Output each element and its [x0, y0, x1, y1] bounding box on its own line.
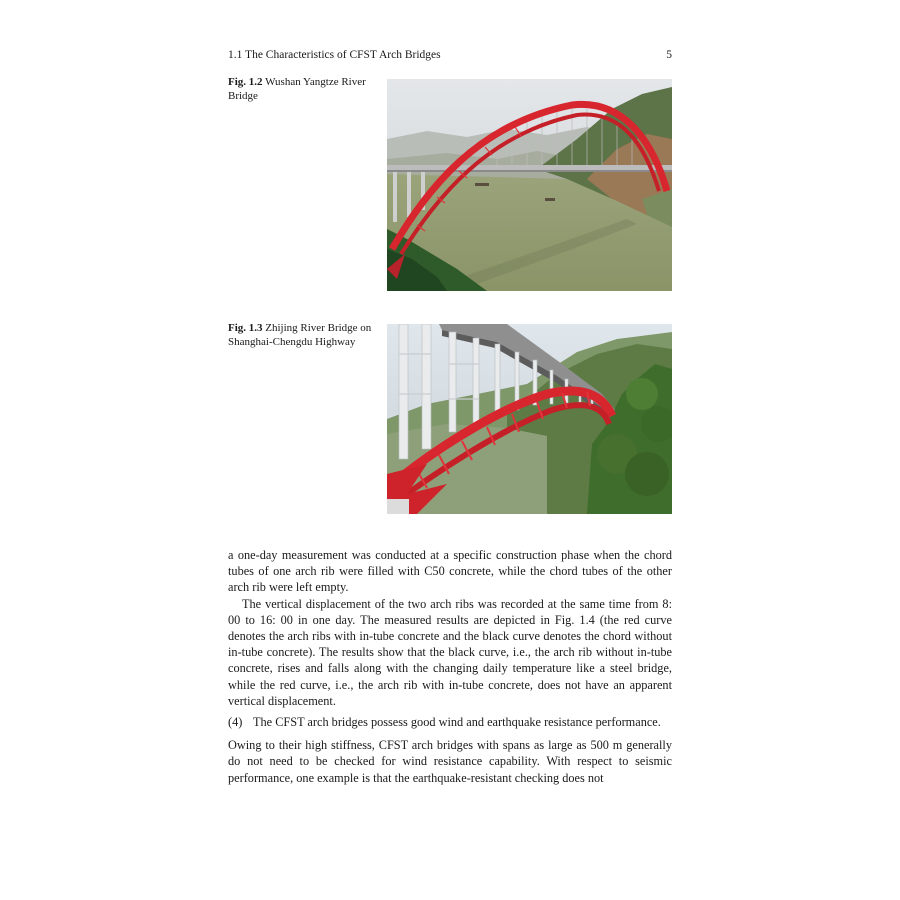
figure-caption-text: Wushan Yangtze River Bridge	[228, 76, 366, 102]
paragraph: a one-day measurement was conducted at a specific construction phase when the chord tubes of one arch rib were filled with C50 concrete, while the chord tubes of the other arch rib were left empty.	[228, 548, 672, 595]
paragraph: Owing to their high stiffness, CFST arch bridges with spans as large as 500 m generally do not need to be checked for wind resistance capability. With respect to seismic performance, one example is that the earthquake-resistant checking does not	[228, 738, 672, 785]
section-title: 1.1 The Characteristics of CFST Arch Bridges	[228, 49, 441, 61]
bridge-photo-1	[387, 79, 672, 291]
list-number: (4)	[228, 715, 243, 730]
running-head	[228, 47, 672, 63]
figure-label: Fig. 1.3	[228, 322, 263, 334]
list-item-text: The CFST arch bridges possess good wind and earthquake resistance performance.	[253, 715, 661, 730]
figure-image-zhijing-bridge	[387, 324, 672, 514]
figure-label: Fig. 1.2	[228, 76, 263, 88]
bridge-photo-2	[387, 324, 672, 514]
page-number: 5	[666, 49, 672, 61]
paragraph: The vertical displacement of the two arch ribs was recorded at the same time from 8: 00 to 16: 00 in one day. The measured results are depicted in Fig. 1.4 (the red curve denotes the arch ribs with in-tube concrete and the black curve denotes the chord without in-tube concrete). The results show that the black curve, i.e., the arch rib without in-tube concrete, rises and falls along with the changing daily temperature like a steel bridge, while the red curve, i.e., the arch rib with in-tube concrete, does not have an apparent vertical displacement.	[228, 596, 672, 708]
numbered-list-item	[228, 714, 672, 730]
body-text	[228, 547, 672, 786]
figure-caption-text: Zhijing River Bridge on Shanghai-Chengdu Highway	[228, 322, 372, 348]
figure-image-wushan-bridge	[387, 79, 672, 291]
figure-caption-1-3	[228, 322, 378, 349]
figure-caption-1-2	[228, 76, 378, 103]
